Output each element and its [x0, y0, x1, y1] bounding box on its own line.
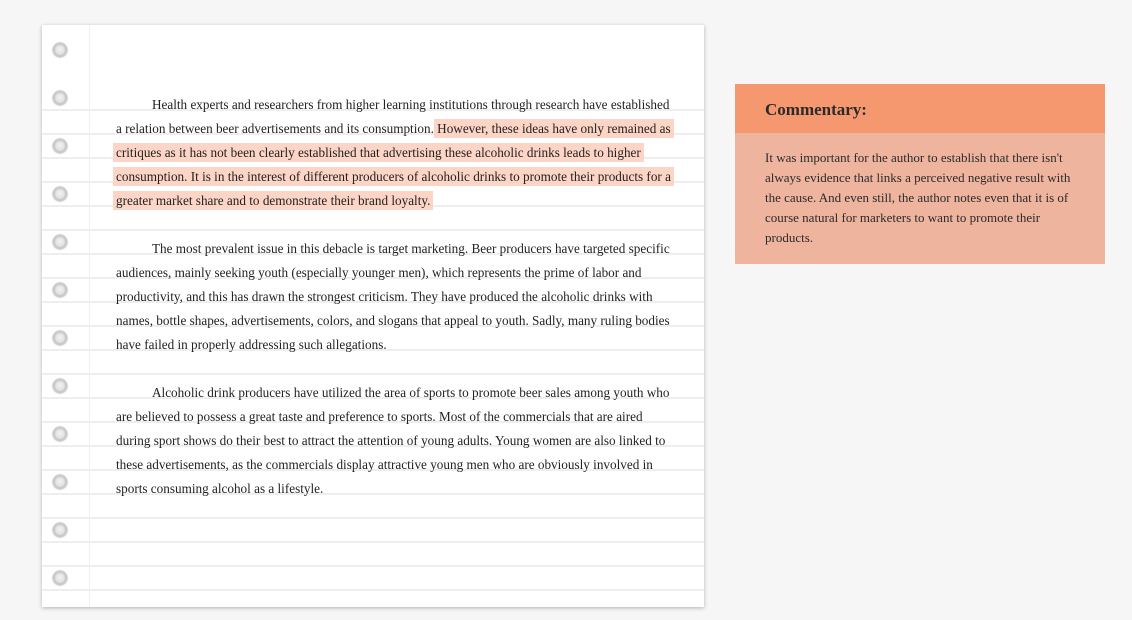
- binder-hole-icon: [53, 43, 67, 57]
- binder-hole-icon: [53, 235, 67, 249]
- margin-line: [89, 25, 90, 607]
- binder-hole-icon: [53, 427, 67, 441]
- binder-hole-icon: [53, 91, 67, 105]
- notebook-paper: [42, 25, 704, 607]
- essay-text: [116, 93, 676, 525]
- binder-hole-icon: [53, 331, 67, 345]
- essay-paragraph-2: The most prevalent issue in this debacle is target marketing. Beer producers have targeted specific audiences, mainly seeking youth (especially younger men), which represents the prime of labor and productivity, and this has drawn the strongest criticism. They have produced the alcoholic drinks with names, bottle shapes, advertisements, colors, and slogans that appeal to youth. Sadly, many ruling bodies have failed in properly addressing such allegations.: [116, 241, 670, 352]
- commentary-body: It was important for the author to establish that there isn't always evidence that links a perceived negative result with the cause. And even still, the author notes even that it is of course natural for marketers to want to promote their products.: [765, 150, 1071, 245]
- commentary-panel: [735, 84, 1105, 264]
- binder-hole-icon: [53, 283, 67, 297]
- essay-paragraph-1: [116, 93, 676, 213]
- paragraph-text: Health experts and researchers from higher learning institutions through research have established a relation between beer advertisements and its consumption.: [116, 97, 670, 136]
- highlighted-passage[interactable]: However, these ideas have only remained as critiques as it has not been clearly established that advertising these alcoholic drinks leads to higher consumption. It is in the interest of different producers of alcoholic drinks to promote their products for a greater market share and to demonstrate their brand loyalty.: [116, 121, 671, 208]
- commentary-title: Commentary:: [735, 84, 1105, 133]
- binder-hole-icon: [53, 475, 67, 489]
- binder-hole-icon: [53, 139, 67, 153]
- binder-hole-icon: [53, 379, 67, 393]
- essay-paragraph-3: Alcoholic drink producers have utilized the area of sports to promote beer sales among youth who are believed to possess a great taste and preference to sports. Most of the commercials that are aired during sport shows do their best to attract the attention of young adults. Young women are also linked to these advertisements, as the commercials display attractive young men who are obviously involved in sports consuming alcohol as a lifestyle.: [116, 385, 670, 496]
- binder-hole-icon: [53, 523, 67, 537]
- binder-hole-icon: [53, 571, 67, 585]
- binder-hole-icon: [53, 187, 67, 201]
